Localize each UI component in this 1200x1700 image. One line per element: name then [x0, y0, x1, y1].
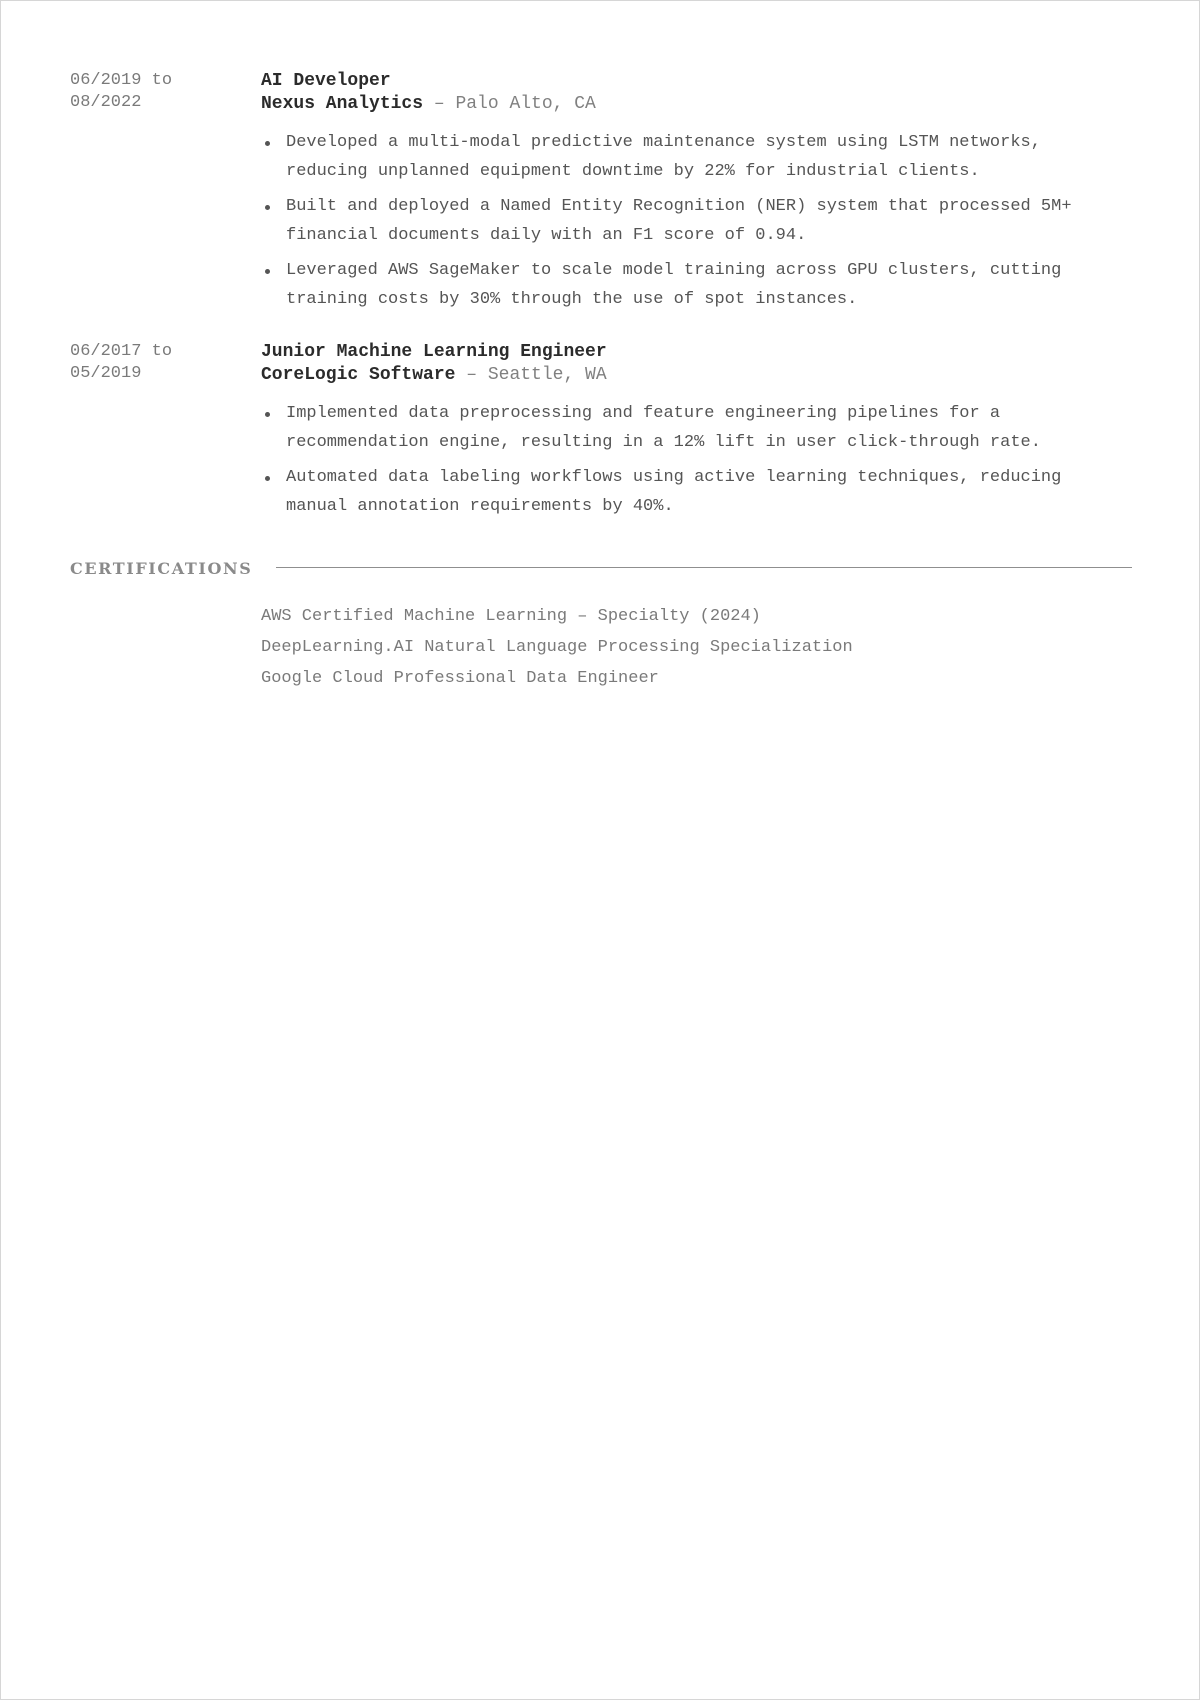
job-bullet: Built and deployed a Named Entity Recognition (NER) system that processed 5M+ financial documents daily with an F1 score of 0.94.: [261, 192, 1131, 250]
job-company-line: [261, 92, 1131, 116]
certifications-header: [70, 557, 1132, 581]
job-bullet: Automated data labeling workflows using active learning techniques, reducing manual annotation requirements by 40%.: [261, 463, 1131, 521]
job-details: [261, 341, 1131, 527]
job-title: Junior Machine Learning Engineer: [261, 342, 607, 362]
job-company: CoreLogic Software: [261, 365, 456, 385]
job-date-start: 06/2017 to: [70, 342, 173, 361]
job-location: Palo Alto, CA: [455, 94, 596, 114]
job-date-start: 06/2019 to: [70, 71, 173, 90]
job-separator: –: [423, 94, 456, 114]
job-bullet-list: [261, 399, 1131, 521]
certifications-heading: CERTIFICATIONS: [70, 559, 253, 578]
job-dates: [70, 70, 240, 114]
certification-item: Google Cloud Professional Data Engineer: [261, 669, 659, 688]
job-bullet: Developed a multi-modal predictive maintenance system using LSTM networks, reducing unplanned equipment downtime by 22% for industrial clients.: [261, 128, 1131, 186]
job-bullet-list: [261, 128, 1131, 314]
job-separator: –: [455, 365, 488, 385]
job-location: Seattle, WA: [487, 365, 607, 385]
job-dates: [70, 341, 240, 385]
certifications-list: [261, 601, 1131, 694]
certification-item: AWS Certified Machine Learning – Specialty (2024): [261, 607, 761, 626]
job-bullet: Leveraged AWS SageMaker to scale model training across GPU clusters, cutting training costs by 30% through the use of spot instances.: [261, 256, 1131, 314]
job-company-line: [261, 363, 1131, 387]
job-details: [261, 70, 1131, 320]
job-date-end: 08/2022: [70, 93, 142, 112]
job-title: AI Developer: [261, 71, 391, 91]
job-company: Nexus Analytics: [261, 94, 424, 114]
section-divider: [276, 567, 1132, 568]
job-bullet: Implemented data preprocessing and feature engineering pipelines for a recommendation engine, resulting in a 12% lift in user click-through rate.: [261, 399, 1131, 457]
job-date-end: 05/2019: [70, 364, 142, 383]
certification-item: DeepLearning.AI Natural Language Processing Specialization: [261, 638, 853, 657]
